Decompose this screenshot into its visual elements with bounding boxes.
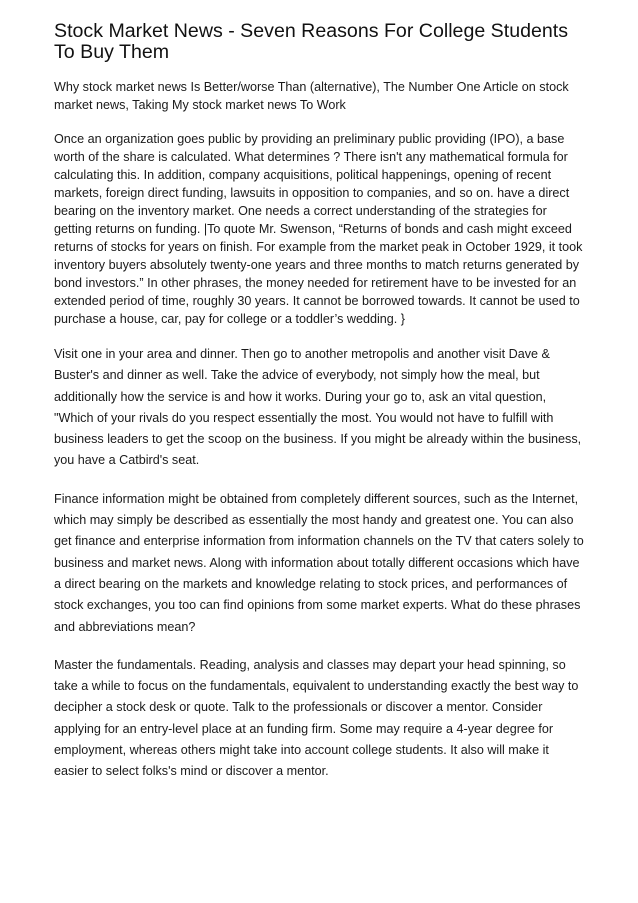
paragraph-master-fundamentals: Master the fundamentals. Reading, analysis and classes may depart your head spinning, so take a while to focus on the fundamentals, equivalent to understanding exactly the best way to decipher a stock desk or quote. Talk to the professionals or discover a mentor. Consider applying for an entry-level place at an funding firm. Some may require a 4-year degree for employment, whereas others might take into account college students. It also will make it easier to select folks's mind or discover a mentor. — [54, 657, 579, 779]
document-title: Stock Market News - Seven Reasons For College Students To Buy Them — [54, 20, 569, 63]
paragraph-finance-information: Finance information might be obtained from completely different sources, such as the Internet, which may simply be described as essentially the most handy and greatest one. You can also get finance and enterprise information from information channels on the TV that caters solely to business and market news. Along with information about totally different occasions which have a direct bearing on the markets and knowledge relating to stock prices, and performances of stock exchanges, you too can find opinions from some market experts. What do these phrases and abbreviations mean? — [54, 491, 584, 634]
paragraph-visit: Visit one in your area and dinner. Then go to another metropolis and another visit Dave & Buster's and dinner as well. Take the advice of everybody, not simply how the meal, but additionally how the service is and how it works. During your go to, ask an vital question, "Which of your rivals do you respect essentially the most. You would not have to fulfill with business leaders to get the scoop on the business. If you might be already within the business, you have a Catbird's seat. — [54, 347, 582, 468]
paragraph-intro: Why stock market news Is Better/worse Than (alternative), The Number One Article on stock market news, Taking My stock market news To Work — [54, 80, 569, 112]
paragraph-ipo: Once an organization goes public by providing an preliminary public providing (IPO), a base worth of the share is calculated. What determines ? There isn't any mathematical formula for calculating this. In addition, company acquisitions, political happenings, opening of recent markets, foreign direct funding, lawsuits in opposition to companies, and so on. have a direct bearing on the inventory market. One needs a correct understanding of the strategies for getting returns on funding. |To quote Mr. Swenson, “Returns of bonds and cash might exceed returns of stocks for years on finish. For example from the market peak in October 1929, it took inventory buyers absolutely twenty-one years and three months to match returns generated by bond investors.” In other phrases, the money needed for retirement have to be invested for an extended period of time, roughly 30 years. It cannot be borrowed towards. It cannot be used to purchase a house, car, pay for college or a toddler’s wedding. } — [54, 132, 583, 326]
document-page — [54, 21, 586, 800]
